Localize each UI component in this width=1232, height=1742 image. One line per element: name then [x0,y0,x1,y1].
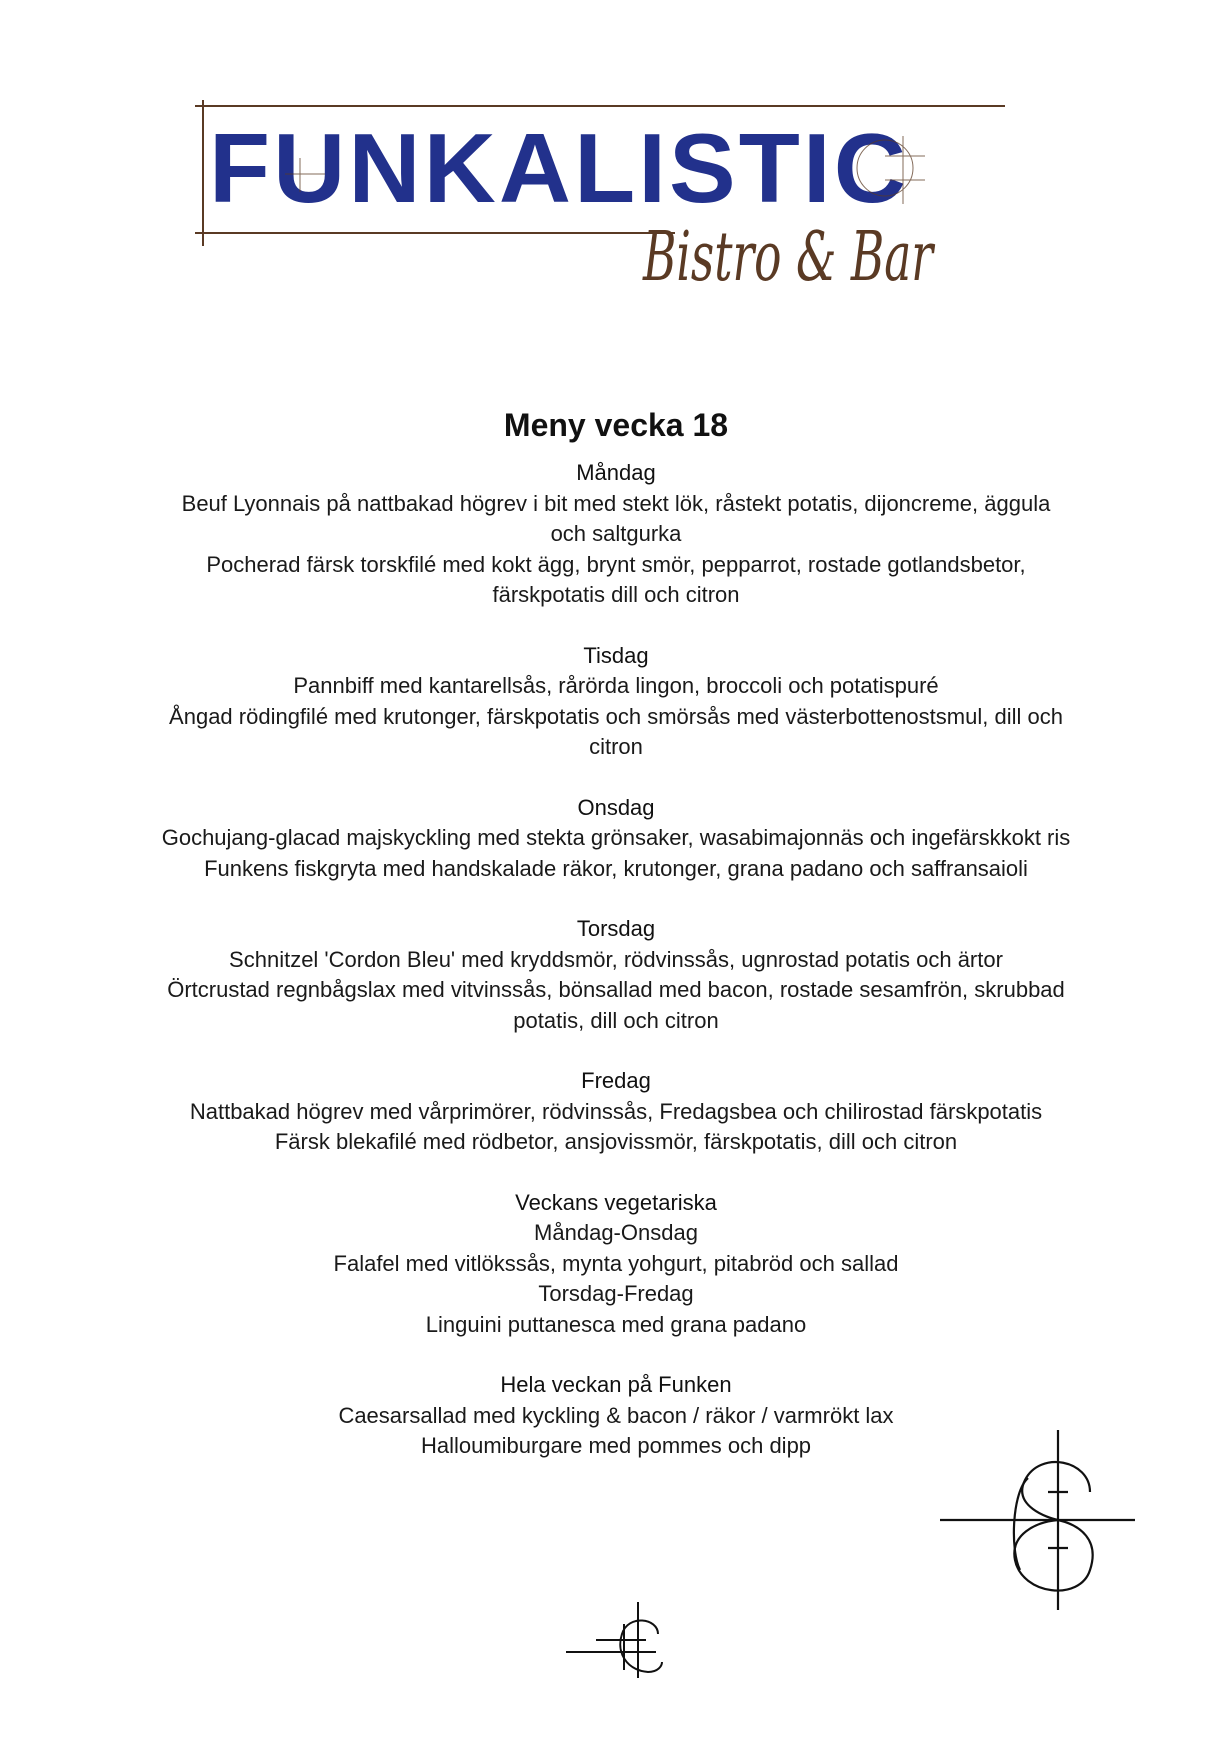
dish-line: Halloumiburgare med pommes och dipp [420,1433,812,1458]
dish-line: färskpotatis dill och citron [492,582,740,607]
dish-line: Linguini puttanesca med grana padano [425,1311,807,1337]
day-heading: Onsdag [577,794,655,820]
day-heading: Måndag [576,460,656,485]
all-week-heading: Hela veckan på Funken [500,1372,732,1397]
vegetarian-heading: Veckans vegetariska [515,1189,717,1215]
dish-line: Gochujang-glacad majskyckling med stekta grönsaker, wasabimajonnäs och ingefärskkokt ris [161,825,1071,850]
vegetarian-section [130,1188,1102,1341]
vegetarian-period: Torsdag-Fredag [538,1281,694,1306]
dish-line: citron [589,734,643,759]
small-monogram-emblem-icon [566,1600,676,1680]
dish-line: Ångad rödingfilé med krutonger, färskpotatis och smörsås med västerbottenostsmul, dill och [169,703,1063,729]
day-heading: Fredag [581,1068,651,1093]
dish-line: Pocherad färsk torskfilé med kokt ägg, brynt smör, pepparrot, rostade gotlandsbetor, [206,551,1026,577]
day-section-monday [130,458,1102,611]
dish-line: Funkens fiskgryta med handskalade räkor, krutonger, grana padano och saffransaioli [204,855,1028,881]
day-heading: Tisdag [583,642,649,668]
dish-line: Nattbakad högrev med vårprimörer, rödvinssås, Fredagsbea och chilirostad färskpotatis [189,1098,1043,1124]
day-section-tuesday [130,641,1102,763]
dish-line: Pannbiff med kantarellsås, rårörda lingon, broccoli och potatispuré [293,673,939,698]
day-section-thursday [130,914,1102,1036]
dish-line: potatis, dill och citron [513,1007,719,1033]
day-heading: Torsdag [576,916,656,941]
logo-graphic [195,100,1035,320]
dish-line: och saltgurka [550,521,682,546]
weekly-menu [130,400,1102,1492]
dish-line: Falafel med vitlökssås, mynta yohgurt, pitabröd och sallad [333,1250,899,1276]
dish-line: Caesarsallad med kyckling & bacon / räkor / varmrökt lax [338,1402,894,1428]
dish-line: Beuf Lyonnais på nattbakad högrev i bit med stekt lök, råstekt potatis, dijoncreme, äggula [181,490,1051,516]
brand-logo [195,100,1035,320]
logo-tagline: Bistro & Bar [641,218,936,297]
dish-line: Örtcrustad regnbågslax med vitvinssås, bönsallad med bacon, rostade sesamfrön, skrubbad [167,977,1065,1002]
menu-title: Meny vecka 18 [503,407,729,443]
vegetarian-period: Måndag-Onsdag [534,1220,698,1245]
day-section-friday [130,1066,1102,1158]
dish-line: Färsk blekafilé med rödbetor, ansjovissmör, färskpotatis, dill och citron [274,1129,958,1154]
day-section-wednesday [130,793,1102,885]
logo-wordmark: FUNKALISTIC [209,113,909,223]
monogram-emblem-icon [940,1430,1140,1610]
dish-line: Schnitzel 'Cordon Bleu' med kryddsmör, rödvinssås, ugnrostad potatis och ärtor [229,946,1003,972]
